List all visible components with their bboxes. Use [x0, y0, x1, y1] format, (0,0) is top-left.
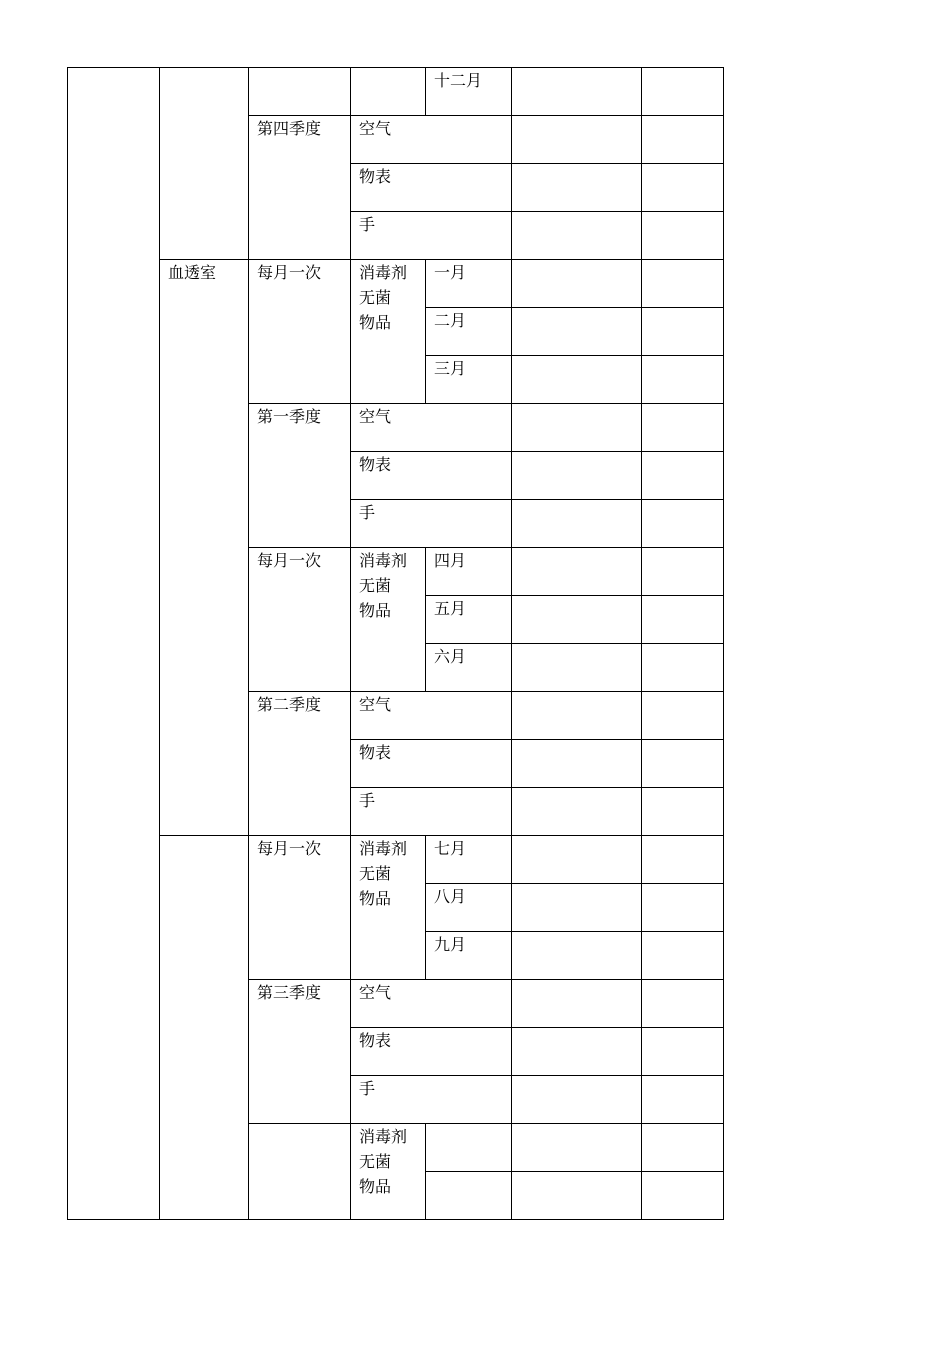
result-cell	[512, 212, 642, 260]
item-label: 空气	[359, 695, 392, 714]
remark-cell	[642, 548, 724, 596]
month-cell	[426, 932, 512, 980]
result-cell	[512, 1172, 642, 1220]
month-label: 七月	[434, 839, 467, 858]
remark-cell	[642, 500, 724, 548]
inspection-schedule-table	[67, 67, 724, 1220]
result-cell	[512, 500, 642, 548]
result-cell	[512, 836, 642, 884]
item-label: 空气	[359, 119, 392, 138]
item-label: 空气	[359, 407, 392, 426]
category-cell-continued	[351, 68, 426, 116]
result-cell	[512, 740, 642, 788]
dept-label: 血透室	[168, 263, 217, 282]
item-label: 物表	[359, 455, 392, 474]
freq-cell	[249, 836, 351, 980]
left-blank-cell	[68, 68, 160, 1220]
item-cell	[351, 500, 512, 548]
freq-cell	[249, 260, 351, 404]
result-cell	[512, 260, 642, 308]
item-cell	[351, 452, 512, 500]
month-cell	[426, 1124, 512, 1172]
result-cell	[512, 548, 642, 596]
category-label: 消毒剂 无菌 物品	[359, 551, 408, 620]
item-cell	[351, 116, 512, 164]
quarter-label: 第一季度	[257, 407, 322, 426]
result-cell	[512, 1124, 642, 1172]
item-label: 手	[359, 1079, 376, 1098]
dept-cell	[160, 260, 249, 836]
result-cell	[512, 788, 642, 836]
remark-cell	[642, 116, 724, 164]
remark-cell	[642, 1172, 724, 1220]
remark-cell	[642, 308, 724, 356]
result-cell	[512, 884, 642, 932]
remark-cell	[642, 836, 724, 884]
remark-cell	[642, 980, 724, 1028]
category-label: 消毒剂 无菌 物品	[359, 263, 408, 332]
remark-cell	[642, 260, 724, 308]
remark-cell	[642, 356, 724, 404]
quarter-label: 第二季度	[257, 695, 322, 714]
dept-cell-continued	[160, 68, 249, 260]
freq-label: 每月一次	[257, 263, 322, 282]
freq-cell	[249, 548, 351, 692]
item-label: 手	[359, 215, 376, 234]
item-label: 物表	[359, 1031, 392, 1050]
result-cell	[512, 644, 642, 692]
month-cell	[426, 260, 512, 308]
month-cell	[426, 644, 512, 692]
result-cell	[512, 596, 642, 644]
month-cell	[426, 884, 512, 932]
remark-cell	[642, 404, 724, 452]
category-label: 消毒剂 无菌 物品	[359, 839, 408, 908]
freq-label: 每月一次	[257, 551, 322, 570]
month-cell	[426, 308, 512, 356]
item-label: 手	[359, 791, 376, 810]
table-row	[68, 68, 724, 116]
table-row	[68, 260, 724, 308]
month-cell	[426, 548, 512, 596]
table-row	[68, 836, 724, 884]
remark-cell	[642, 68, 724, 116]
month-label: 八月	[434, 887, 467, 906]
remark-cell	[642, 692, 724, 740]
item-label: 物表	[359, 167, 392, 186]
quarter-cell	[249, 692, 351, 836]
result-cell	[512, 980, 642, 1028]
quarter-label: 第三季度	[257, 983, 322, 1002]
month-cell	[426, 836, 512, 884]
month-label: 六月	[434, 647, 467, 666]
category-cell	[351, 1124, 426, 1220]
remark-cell	[642, 932, 724, 980]
month-label: 五月	[434, 599, 467, 618]
category-cell	[351, 260, 426, 404]
remark-cell	[642, 164, 724, 212]
month-label: 一月	[434, 263, 467, 282]
item-cell	[351, 404, 512, 452]
month-label: 十二月	[434, 71, 483, 90]
result-cell	[512, 932, 642, 980]
quarter-cell	[249, 404, 351, 548]
category-cell	[351, 548, 426, 692]
remark-cell	[642, 1028, 724, 1076]
month-label: 四月	[434, 551, 467, 570]
month-label: 三月	[434, 359, 467, 378]
result-cell	[512, 452, 642, 500]
quarter-label: 第四季度	[257, 119, 322, 138]
quarter-cell	[249, 980, 351, 1124]
remark-cell	[642, 884, 724, 932]
result-cell	[512, 692, 642, 740]
remark-cell	[642, 740, 724, 788]
item-cell	[351, 1076, 512, 1124]
item-cell	[351, 788, 512, 836]
result-cell	[512, 164, 642, 212]
category-cell	[351, 836, 426, 980]
item-cell	[351, 1028, 512, 1076]
remark-cell	[642, 788, 724, 836]
item-cell	[351, 692, 512, 740]
result-cell	[512, 356, 642, 404]
month-cell	[426, 68, 512, 116]
month-label: 二月	[434, 311, 467, 330]
freq-cell-blank	[249, 1124, 351, 1220]
freq-label: 每月一次	[257, 839, 322, 858]
remark-cell	[642, 452, 724, 500]
freq-cell-continued	[249, 68, 351, 116]
remark-cell	[642, 212, 724, 260]
item-cell	[351, 980, 512, 1028]
month-label: 九月	[434, 935, 467, 954]
result-cell	[512, 308, 642, 356]
result-cell	[512, 404, 642, 452]
quarter-cell	[249, 116, 351, 260]
month-cell	[426, 356, 512, 404]
item-cell	[351, 212, 512, 260]
result-cell	[512, 1076, 642, 1124]
month-cell	[426, 596, 512, 644]
remark-cell	[642, 1076, 724, 1124]
result-cell	[512, 1028, 642, 1076]
item-label: 物表	[359, 743, 392, 762]
item-label: 手	[359, 503, 376, 522]
remark-cell	[642, 1124, 724, 1172]
dept-cell-blank	[160, 836, 249, 1220]
item-label: 空气	[359, 983, 392, 1002]
result-cell	[512, 116, 642, 164]
category-label: 消毒剂 无菌 物品	[359, 1127, 408, 1196]
result-cell	[512, 68, 642, 116]
remark-cell	[642, 644, 724, 692]
item-cell	[351, 164, 512, 212]
month-cell	[426, 1172, 512, 1220]
remark-cell	[642, 596, 724, 644]
item-cell	[351, 740, 512, 788]
